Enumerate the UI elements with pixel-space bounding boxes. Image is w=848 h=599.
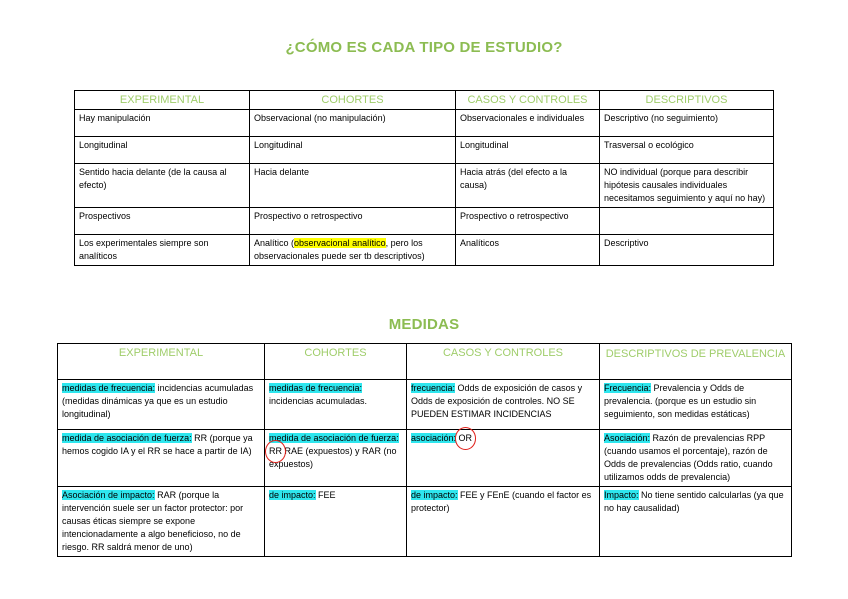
table-cell (58, 430, 265, 487)
cell-text: FEE (315, 490, 336, 500)
table-cell: Hacia delante (250, 164, 456, 208)
circled-text: OR (458, 433, 473, 443)
table-cell: Longitudinal (75, 137, 250, 164)
table-cell (600, 430, 792, 487)
table-cell: Hay manipulación (75, 110, 250, 137)
table-cell: Sentido hacia delante (de la causa al efecto) (75, 164, 250, 208)
table-cell (600, 487, 792, 557)
highlighted-label: frecuencia: (411, 383, 456, 393)
header-experimental: EXPERIMENTAL (58, 344, 265, 380)
highlighted-text: observacional analítico (294, 238, 386, 248)
table-cell: Observacional (no manipulación) (250, 110, 456, 137)
study-types-table (74, 90, 774, 266)
table-cell (265, 380, 407, 430)
table-row (75, 110, 774, 137)
cell-text: Odds de exposición de casos y Odds de exposición de controles. NO SE PUEDEN ESTIMAR INCIDENCIAS (411, 383, 583, 419)
table-cell: Analíticos (456, 235, 600, 266)
section-title-medidas: MEDIDAS (388, 316, 460, 333)
circled-text: RR (269, 446, 282, 456)
table-cell: Longitudinal (250, 137, 456, 164)
table-cell: Hacia atrás (del efecto a la causa) (456, 164, 600, 208)
highlighted-label: medidas de frecuencia: (269, 383, 363, 393)
header-cohortes: COHORTES (265, 344, 407, 380)
header-casos-controles: CASOS Y CONTROLES (407, 344, 600, 380)
table-cell: Prospectivos (75, 208, 250, 235)
cell-text: incidencias acumuladas. (269, 396, 368, 406)
header-descriptivos-prevalencia: DESCRIPTIVOS DE PREVALENCIA (600, 344, 792, 380)
table-header-row (75, 91, 774, 110)
highlighted-label: medida de asociación de fuerza: (62, 433, 192, 443)
highlighted-label: medidas de frecuencia: (62, 383, 156, 393)
cell-text: incidencias acumuladas (medidas dinámicas ya que es un estudio longitudinal) (62, 383, 254, 419)
highlighted-label: de impacto: (269, 490, 316, 500)
table-cell (58, 487, 265, 557)
cell-text: Analítico ( (254, 238, 295, 248)
highlighted-label: medida de asociación de fuerza: (269, 433, 399, 443)
table-cell: Longitudinal (456, 137, 600, 164)
table-cell: Descriptivo (no seguimiento) (600, 110, 774, 137)
table-cell (250, 235, 456, 266)
table-header-row (58, 344, 792, 380)
table-cell (407, 430, 600, 487)
table-cell (407, 487, 600, 557)
table-row (58, 430, 792, 487)
cell-text: RR (porque ya hemos cogido IA y el RR se hace a partir de IA) (62, 433, 253, 456)
table-cell: Prospectivo o retrospectivo (250, 208, 456, 235)
table-row (75, 137, 774, 164)
table-row (75, 208, 774, 235)
highlighted-label: Asociación: (604, 433, 651, 443)
table-row (58, 487, 792, 557)
cell-text: RAE (expuestos) y RAR (no expuestos) (269, 446, 397, 469)
cell-text: Prevalencia y Odds de prevalencia. (porque es un estudio sin seguimiento, son medidas estáticas) (604, 383, 757, 419)
table-cell (600, 208, 774, 235)
table-row (58, 380, 792, 430)
cell-text: FEE y FEnE (cuando el factor es protector) (411, 490, 592, 513)
header-experimental: EXPERIMENTAL (75, 91, 250, 110)
cell-text: No tiene sentido calcularlas (ya que no hay causalidad) (604, 490, 784, 513)
header-casos-controles: CASOS Y CONTROLES (456, 91, 600, 110)
table-cell: Trasversal o ecológico (600, 137, 774, 164)
table-cell (58, 380, 265, 430)
page-title: ¿CÓMO ES CADA TIPO DE ESTUDIO? (285, 39, 563, 56)
highlighted-label: de impacto: (411, 490, 458, 500)
cell-text: , pero los observacionales puede ser tb descriptivos) (254, 238, 425, 261)
cell-text: Razón de prevalencias RPP (cuando usamos el porcentaje), razón de Odds de prevalencias (Odds ratio, cuando utilizamos odds de prevalencia) (604, 433, 773, 482)
highlighted-label: Asociación de impacto: (62, 490, 155, 500)
table-cell (265, 430, 407, 487)
table-cell (407, 380, 600, 430)
highlighted-label: asociación: (411, 433, 457, 443)
highlighted-label: Impacto: (604, 490, 639, 500)
table-cell: Observacionales e individuales (456, 110, 600, 137)
table-cell: Descriptivo (600, 235, 774, 266)
table-cell: Los experimentales siempre son analíticos (75, 235, 250, 266)
table-cell (600, 380, 792, 430)
table-cell: Prospectivo o retrospectivo (456, 208, 600, 235)
table-cell: NO individual (porque para describir hipótesis causales individuales necesitamos seguimiento y aquí no hay) (600, 164, 774, 208)
highlighted-label: Frecuencia: (604, 383, 652, 393)
table-cell (265, 487, 407, 557)
measures-table (57, 343, 792, 557)
header-cohortes: COHORTES (250, 91, 456, 110)
cell-text: RAR (porque la intervención suele ser un factor protector: por causas éticas siempre se expone intencionadamente a algo beneficioso, no de riesgo. RR saldrá menor de uno) (62, 490, 244, 552)
header-descriptivos: DESCRIPTIVOS (600, 91, 774, 110)
table-row (75, 164, 774, 208)
table-row (75, 235, 774, 266)
